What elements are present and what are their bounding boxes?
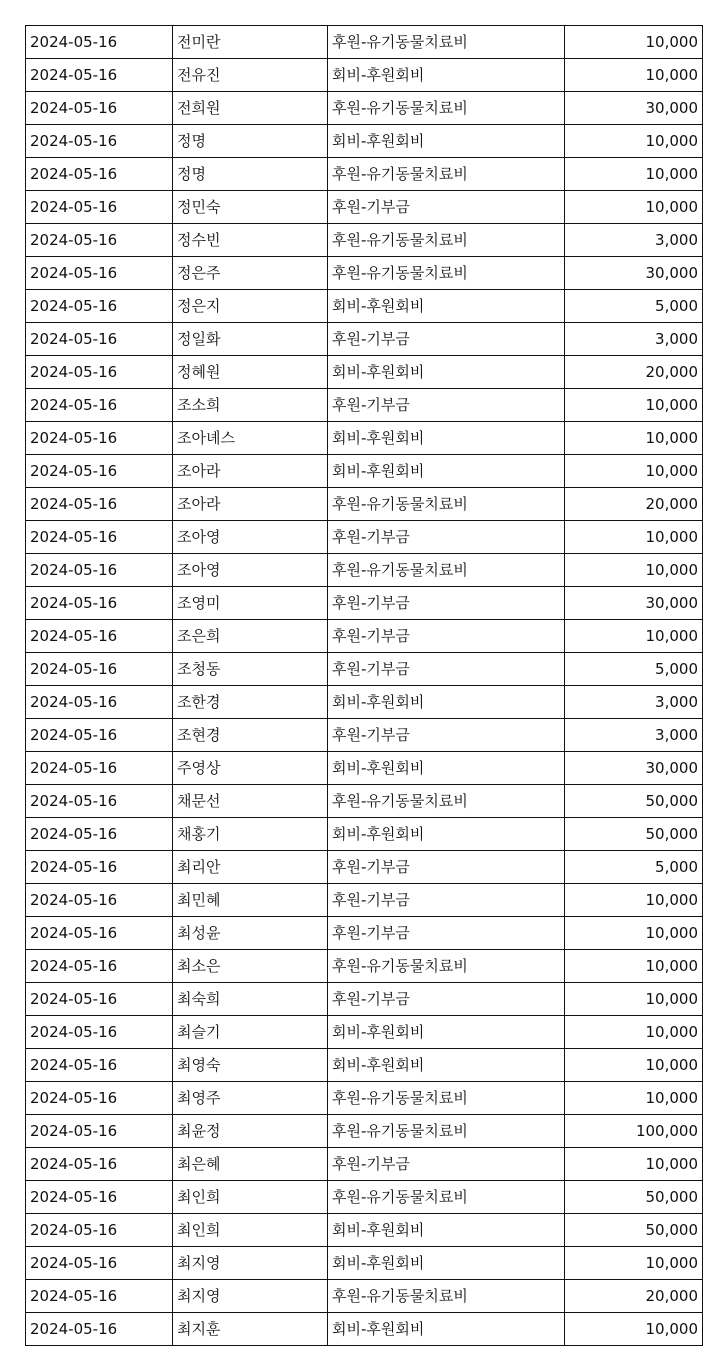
amount-cell: 20,000	[565, 356, 703, 389]
date-cell: 2024-05-16	[26, 26, 173, 59]
amount-cell: 10,000	[565, 191, 703, 224]
amount-cell: 10,000	[565, 125, 703, 158]
amount-cell: 10,000	[565, 158, 703, 191]
category-cell: 후원-기부금	[328, 653, 565, 686]
amount-cell: 20,000	[565, 1280, 703, 1313]
donor-name-cell: 조은희	[173, 620, 328, 653]
amount-cell: 3,000	[565, 323, 703, 356]
donation-ledger-table	[25, 25, 703, 1346]
category-cell: 회비-후원회비	[328, 290, 565, 323]
donor-name-cell: 정일화	[173, 323, 328, 356]
date-cell: 2024-05-16	[26, 488, 173, 521]
date-cell: 2024-05-16	[26, 158, 173, 191]
date-cell: 2024-05-16	[26, 1280, 173, 1313]
table-row	[26, 719, 703, 752]
donor-name-cell: 조아영	[173, 521, 328, 554]
table-row	[26, 158, 703, 191]
category-cell: 후원-유기동물치료비	[328, 158, 565, 191]
table-row	[26, 587, 703, 620]
date-cell: 2024-05-16	[26, 818, 173, 851]
category-cell: 후원-유기동물치료비	[328, 1082, 565, 1115]
date-cell: 2024-05-16	[26, 323, 173, 356]
amount-cell: 10,000	[565, 1049, 703, 1082]
category-cell: 회비-후원회비	[328, 455, 565, 488]
donor-name-cell: 조아라	[173, 455, 328, 488]
donor-name-cell: 조아녜스	[173, 422, 328, 455]
date-cell: 2024-05-16	[26, 290, 173, 323]
table-row	[26, 818, 703, 851]
table-row	[26, 1247, 703, 1280]
donor-name-cell: 채홍기	[173, 818, 328, 851]
amount-cell: 3,000	[565, 719, 703, 752]
date-cell: 2024-05-16	[26, 455, 173, 488]
date-cell: 2024-05-16	[26, 191, 173, 224]
date-cell: 2024-05-16	[26, 785, 173, 818]
category-cell: 회비-후원회비	[328, 422, 565, 455]
donor-name-cell: 정명	[173, 125, 328, 158]
table-row	[26, 1016, 703, 1049]
category-cell: 회비-후원회비	[328, 818, 565, 851]
date-cell: 2024-05-16	[26, 1082, 173, 1115]
donor-name-cell: 조아영	[173, 554, 328, 587]
date-cell: 2024-05-16	[26, 917, 173, 950]
donor-name-cell: 조영미	[173, 587, 328, 620]
donor-name-cell: 최소은	[173, 950, 328, 983]
donor-name-cell: 최인희	[173, 1214, 328, 1247]
amount-cell: 10,000	[565, 389, 703, 422]
table-row	[26, 851, 703, 884]
amount-cell: 50,000	[565, 1214, 703, 1247]
category-cell: 회비-후원회비	[328, 1049, 565, 1082]
donor-name-cell: 정수빈	[173, 224, 328, 257]
amount-cell: 10,000	[565, 620, 703, 653]
category-cell: 후원-기부금	[328, 389, 565, 422]
date-cell: 2024-05-16	[26, 686, 173, 719]
amount-cell: 50,000	[565, 1181, 703, 1214]
amount-cell: 5,000	[565, 290, 703, 323]
amount-cell: 5,000	[565, 653, 703, 686]
amount-cell: 30,000	[565, 257, 703, 290]
amount-cell: 100,000	[565, 1115, 703, 1148]
amount-cell: 10,000	[565, 884, 703, 917]
category-cell: 회비-후원회비	[328, 1247, 565, 1280]
category-cell: 후원-유기동물치료비	[328, 1181, 565, 1214]
donor-name-cell: 조현경	[173, 719, 328, 752]
amount-cell: 5,000	[565, 851, 703, 884]
donor-name-cell: 최윤정	[173, 1115, 328, 1148]
donor-name-cell: 정은지	[173, 290, 328, 323]
donor-name-cell: 조청동	[173, 653, 328, 686]
date-cell: 2024-05-16	[26, 620, 173, 653]
table-row	[26, 257, 703, 290]
table-row	[26, 59, 703, 92]
category-cell: 회비-후원회비	[328, 59, 565, 92]
table-row	[26, 422, 703, 455]
amount-cell: 10,000	[565, 521, 703, 554]
donor-name-cell: 정은주	[173, 257, 328, 290]
table-row	[26, 983, 703, 1016]
date-cell: 2024-05-16	[26, 983, 173, 1016]
donor-name-cell: 최영주	[173, 1082, 328, 1115]
category-cell: 후원-유기동물치료비	[328, 257, 565, 290]
amount-cell: 30,000	[565, 92, 703, 125]
donor-name-cell: 최지훈	[173, 1313, 328, 1346]
category-cell: 회비-후원회비	[328, 1313, 565, 1346]
amount-cell: 30,000	[565, 587, 703, 620]
table-row	[26, 323, 703, 356]
donor-name-cell: 최지영	[173, 1280, 328, 1313]
donor-name-cell: 최리안	[173, 851, 328, 884]
table-row	[26, 686, 703, 719]
table-row	[26, 884, 703, 917]
donor-name-cell: 주영상	[173, 752, 328, 785]
category-cell: 후원-기부금	[328, 521, 565, 554]
category-cell: 회비-후원회비	[328, 1016, 565, 1049]
amount-cell: 10,000	[565, 59, 703, 92]
date-cell: 2024-05-16	[26, 92, 173, 125]
donor-name-cell: 최성윤	[173, 917, 328, 950]
date-cell: 2024-05-16	[26, 1049, 173, 1082]
table-row	[26, 1181, 703, 1214]
table-row	[26, 752, 703, 785]
donor-name-cell: 최은혜	[173, 1148, 328, 1181]
table-row	[26, 917, 703, 950]
table-row	[26, 1115, 703, 1148]
donor-name-cell: 최인희	[173, 1181, 328, 1214]
category-cell: 후원-기부금	[328, 191, 565, 224]
donor-name-cell: 채문선	[173, 785, 328, 818]
category-cell: 후원-유기동물치료비	[328, 26, 565, 59]
table-row	[26, 1214, 703, 1247]
amount-cell: 10,000	[565, 950, 703, 983]
category-cell: 회비-후원회비	[328, 356, 565, 389]
amount-cell: 10,000	[565, 1016, 703, 1049]
table-row	[26, 620, 703, 653]
category-cell: 후원-유기동물치료비	[328, 1280, 565, 1313]
date-cell: 2024-05-16	[26, 851, 173, 884]
donor-name-cell: 최지영	[173, 1247, 328, 1280]
date-cell: 2024-05-16	[26, 587, 173, 620]
amount-cell: 50,000	[565, 785, 703, 818]
donor-name-cell: 조한경	[173, 686, 328, 719]
category-cell: 회비-후원회비	[328, 1214, 565, 1247]
table-row	[26, 389, 703, 422]
date-cell: 2024-05-16	[26, 653, 173, 686]
date-cell: 2024-05-16	[26, 752, 173, 785]
category-cell: 후원-유기동물치료비	[328, 92, 565, 125]
table-row	[26, 1280, 703, 1313]
category-cell: 후원-유기동물치료비	[328, 785, 565, 818]
donor-name-cell: 정명	[173, 158, 328, 191]
category-cell: 회비-후원회비	[328, 686, 565, 719]
donor-name-cell: 정민숙	[173, 191, 328, 224]
category-cell: 후원-유기동물치료비	[328, 950, 565, 983]
date-cell: 2024-05-16	[26, 389, 173, 422]
table-row	[26, 488, 703, 521]
table-row	[26, 950, 703, 983]
date-cell: 2024-05-16	[26, 554, 173, 587]
ledger-body	[26, 26, 703, 1346]
donor-name-cell: 최슬기	[173, 1016, 328, 1049]
date-cell: 2024-05-16	[26, 884, 173, 917]
amount-cell: 10,000	[565, 1082, 703, 1115]
donor-name-cell: 전희원	[173, 92, 328, 125]
table-row	[26, 455, 703, 488]
category-cell: 회비-후원회비	[328, 125, 565, 158]
category-cell: 후원-기부금	[328, 719, 565, 752]
date-cell: 2024-05-16	[26, 1148, 173, 1181]
donor-name-cell: 최숙희	[173, 983, 328, 1016]
category-cell: 후원-기부금	[328, 851, 565, 884]
donor-name-cell: 정혜원	[173, 356, 328, 389]
amount-cell: 10,000	[565, 455, 703, 488]
table-row	[26, 26, 703, 59]
date-cell: 2024-05-16	[26, 224, 173, 257]
amount-cell: 3,000	[565, 686, 703, 719]
date-cell: 2024-05-16	[26, 125, 173, 158]
donor-name-cell: 전미란	[173, 26, 328, 59]
table-row	[26, 785, 703, 818]
table-row	[26, 356, 703, 389]
amount-cell: 20,000	[565, 488, 703, 521]
donor-name-cell: 조소희	[173, 389, 328, 422]
donor-name-cell: 최영숙	[173, 1049, 328, 1082]
table-row	[26, 521, 703, 554]
amount-cell: 10,000	[565, 554, 703, 587]
table-row	[26, 1049, 703, 1082]
amount-cell: 30,000	[565, 752, 703, 785]
table-row	[26, 1313, 703, 1346]
table-row	[26, 92, 703, 125]
donor-name-cell: 전유진	[173, 59, 328, 92]
amount-cell: 10,000	[565, 917, 703, 950]
table-row	[26, 125, 703, 158]
date-cell: 2024-05-16	[26, 950, 173, 983]
amount-cell: 10,000	[565, 983, 703, 1016]
table-row	[26, 290, 703, 323]
table-row	[26, 653, 703, 686]
date-cell: 2024-05-16	[26, 422, 173, 455]
donor-name-cell: 최민혜	[173, 884, 328, 917]
table-row	[26, 554, 703, 587]
category-cell: 후원-유기동물치료비	[328, 488, 565, 521]
table-row	[26, 191, 703, 224]
category-cell: 후원-기부금	[328, 1148, 565, 1181]
date-cell: 2024-05-16	[26, 1214, 173, 1247]
category-cell: 후원-기부금	[328, 323, 565, 356]
amount-cell: 10,000	[565, 422, 703, 455]
amount-cell: 10,000	[565, 1313, 703, 1346]
amount-cell: 10,000	[565, 1148, 703, 1181]
category-cell: 후원-기부금	[328, 983, 565, 1016]
amount-cell: 3,000	[565, 224, 703, 257]
category-cell: 후원-기부금	[328, 884, 565, 917]
date-cell: 2024-05-16	[26, 257, 173, 290]
date-cell: 2024-05-16	[26, 1181, 173, 1214]
amount-cell: 50,000	[565, 818, 703, 851]
category-cell: 후원-유기동물치료비	[328, 1115, 565, 1148]
date-cell: 2024-05-16	[26, 59, 173, 92]
date-cell: 2024-05-16	[26, 356, 173, 389]
date-cell: 2024-05-16	[26, 1313, 173, 1346]
donor-name-cell: 조아라	[173, 488, 328, 521]
table-row	[26, 1082, 703, 1115]
category-cell: 후원-기부금	[328, 917, 565, 950]
table-row	[26, 1148, 703, 1181]
amount-cell: 10,000	[565, 1247, 703, 1280]
date-cell: 2024-05-16	[26, 719, 173, 752]
date-cell: 2024-05-16	[26, 1016, 173, 1049]
date-cell: 2024-05-16	[26, 521, 173, 554]
amount-cell: 10,000	[565, 26, 703, 59]
category-cell: 후원-유기동물치료비	[328, 224, 565, 257]
category-cell: 후원-유기동물치료비	[328, 554, 565, 587]
category-cell: 후원-기부금	[328, 620, 565, 653]
category-cell: 후원-기부금	[328, 587, 565, 620]
category-cell: 회비-후원회비	[328, 752, 565, 785]
date-cell: 2024-05-16	[26, 1247, 173, 1280]
date-cell: 2024-05-16	[26, 1115, 173, 1148]
table-row	[26, 224, 703, 257]
